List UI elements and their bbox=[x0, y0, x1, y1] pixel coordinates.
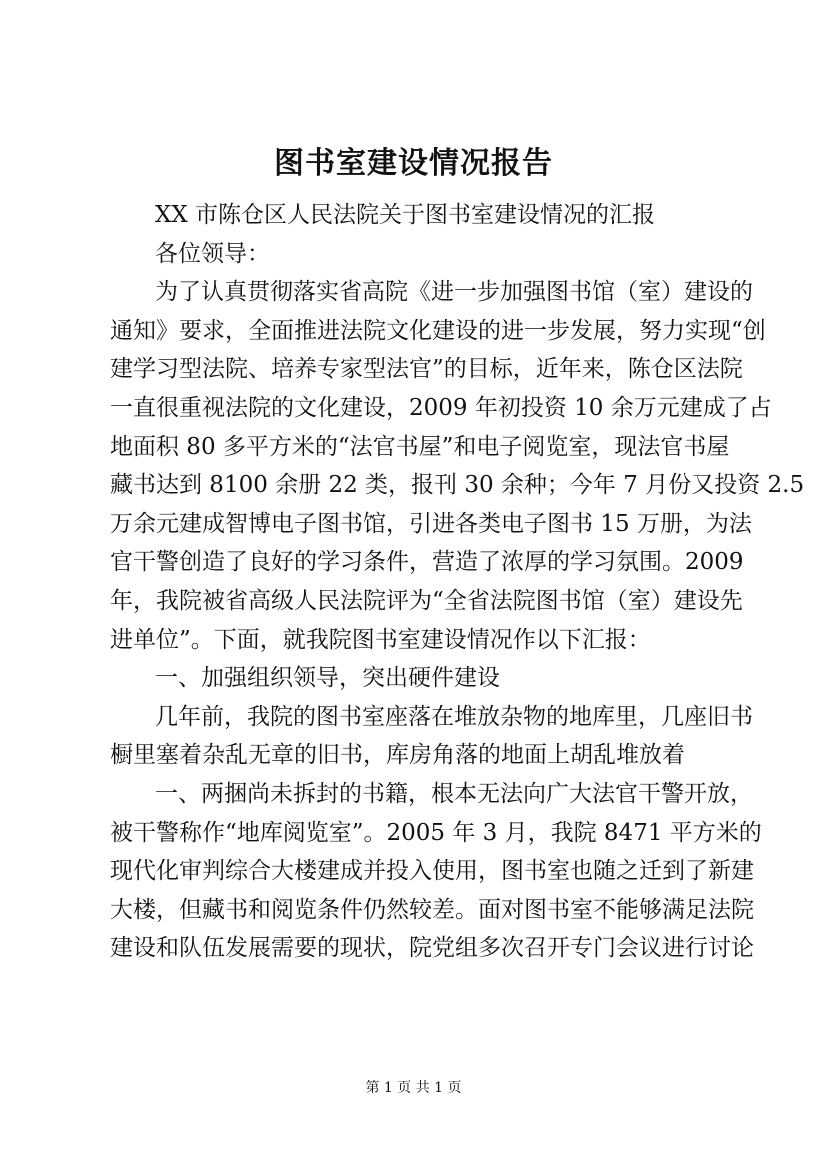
document-body bbox=[110, 196, 805, 968]
text-line: 年，我院被省高级人民法院评为“全省法院图书馆（室）建设先 bbox=[110, 587, 743, 614]
text-line: 一、两捆尚未拆封的书籍，根本无法向广大法官干警开放， bbox=[155, 780, 753, 807]
text-line: 地面积 80 多平方米的“法官书屋”和电子阅览室，现法官书屋 bbox=[110, 433, 730, 460]
text-line: 被干警称作“地库阅览室”。2005 年 3 月，我院 8471 平方米的 bbox=[110, 819, 762, 846]
text-line: 藏书达到 8100 余册 22 类，报刊 30 余种；今年 7 月份又投资 2.5 bbox=[110, 472, 805, 499]
text-line: 建设和队伍发展需要的现状，院党组多次召开专门会议进行讨论 bbox=[110, 935, 754, 962]
text-line: 建学习型法院、培养专家型法官”的目标，近年来，陈仓区法院 bbox=[110, 356, 743, 383]
text-line: 通知》要求，全面推进法院文化建设的进一步发展，努力实现“创 bbox=[110, 317, 766, 344]
text-line: 几年前，我院的图书室座落在堆放杂物的地库里，几座旧书 bbox=[155, 703, 753, 730]
text-line: 现代化审判综合大楼建成并投入使用，图书室也随之迁到了新建 bbox=[110, 858, 754, 885]
text-line: 各位领导： bbox=[155, 240, 270, 267]
page-number-footer: 第 1 页 共 1 页 bbox=[365, 1080, 462, 1096]
text-line: 橱里塞着杂乱无章的旧书，库房角落的地面上胡乱堆放着 bbox=[110, 742, 685, 769]
text-line: 万余元建成智博电子图书馆，引进各类电子图书 15 万册，为法 bbox=[110, 510, 752, 537]
text-line: 一直很重视法院的文化建设，2009 年初投资 10 余万元建成了占 bbox=[110, 394, 772, 421]
text-line: 为了认真贯彻落实省高院《进一步加强图书馆（室）建设的 bbox=[155, 279, 753, 306]
text-line: 大楼，但藏书和阅览条件仍然较差。面对图书室不能够满足法院 bbox=[110, 896, 754, 923]
document-title: 图书室建设情况报告 bbox=[274, 146, 553, 181]
section-heading: 一、加强组织领导，突出硬件建设 bbox=[155, 665, 500, 692]
text-line: 官干警创造了良好的学习条件，营造了浓厚的学习氛围。2009 bbox=[110, 549, 744, 576]
text-line: 进单位”。下面，就我院图书室建设情况作以下汇报： bbox=[110, 626, 651, 653]
text-line: XX 市陈仓区人民法院关于图书室建设情况的汇报 bbox=[155, 202, 656, 228]
